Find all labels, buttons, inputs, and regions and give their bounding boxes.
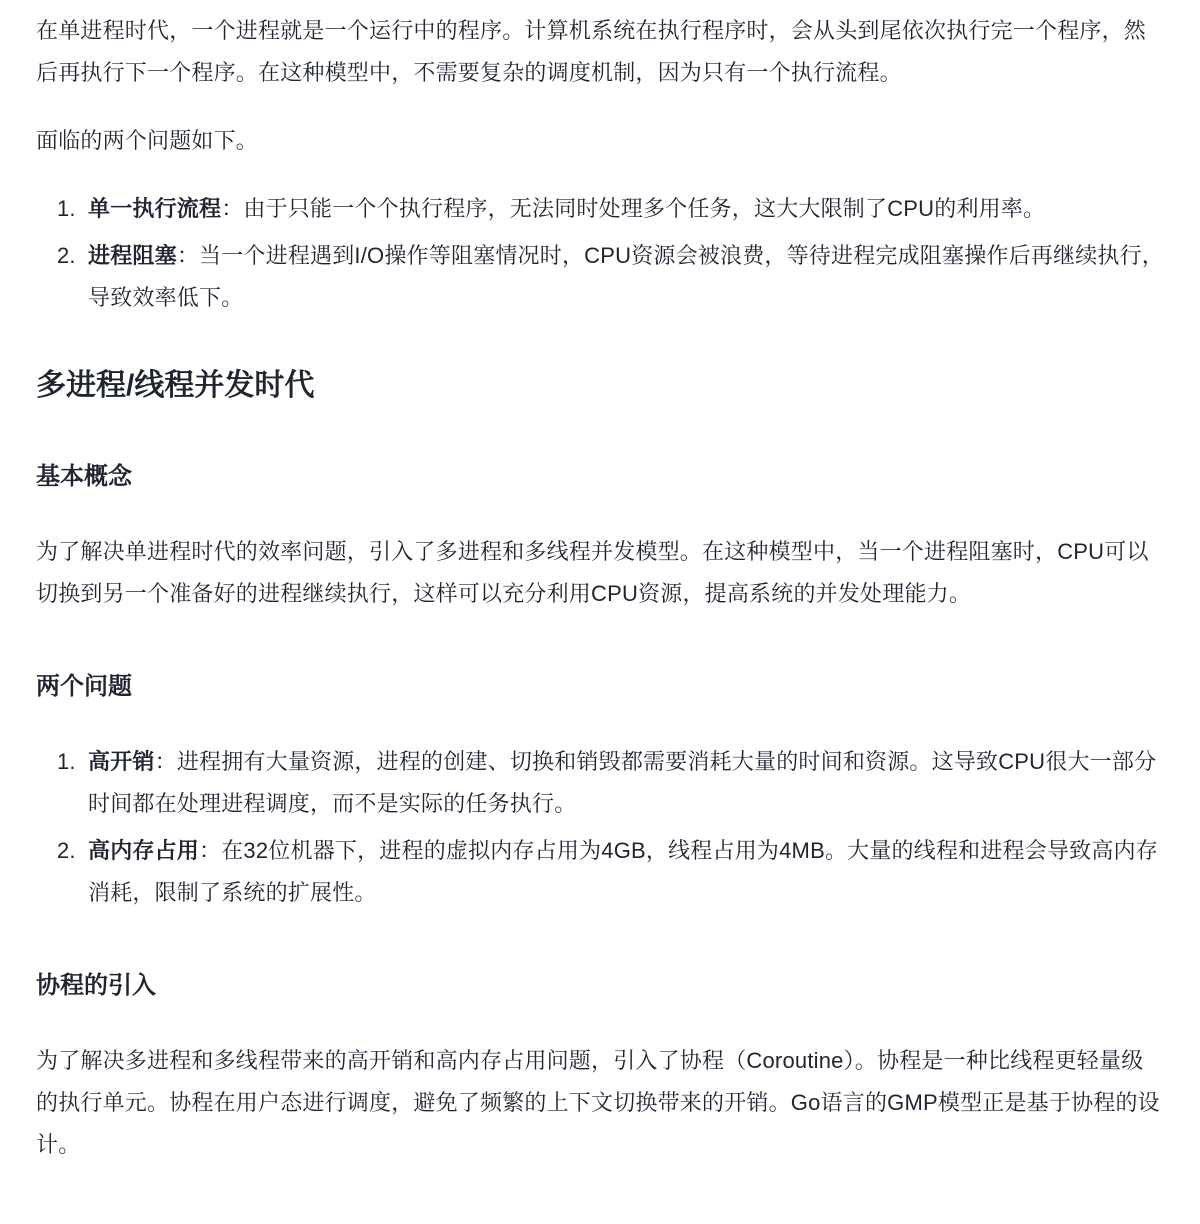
- list-item-term: 高内存占用: [88, 838, 200, 863]
- paragraph-two-problems-lead: 面临的两个问题如下。: [36, 128, 259, 153]
- heading-multiprocess-era: 多进程/线程并发时代: [36, 369, 315, 402]
- list-item-colon: ：: [221, 196, 244, 221]
- list-item-term: 单一执行流程: [88, 196, 222, 221]
- paragraph-coroutine: 为了解决多进程和多线程带来的高开销和高内存占用问题，引入了协程（Coroutine）。协程是一种比线程更轻量级的执行单元。协程在用户态进行调度，避免了频繁的上下文切换带来的开销。Go语言的GMP模型正是基于协程的设计。: [36, 1048, 1160, 1157]
- list-single-process-problems: [36, 188, 1164, 319]
- heading-basic-concepts: 基本概念: [36, 463, 132, 490]
- list-item-colon: ：: [199, 838, 222, 863]
- list-item-desc: 由于只能一个个执行程序，无法同时处理多个任务，这大大限制了CPU的利用率。: [243, 196, 1046, 221]
- list-item-desc: 在32位机器下，进程的虚拟内存占用为4GB，线程占用为4MB。大量的线程和进程会导致高内存消耗，限制了系统的扩展性。: [88, 838, 1158, 905]
- list-item-term: 进程阻塞: [88, 243, 177, 268]
- list-item-desc: 进程拥有大量资源，进程的创建、切换和销毁都需要消耗大量的时间和资源。这导致CPU很大一部分时间都在处理进程调度，而不是实际的任务执行。: [88, 749, 1157, 816]
- list-item: [82, 235, 1164, 319]
- list-item-colon: ：: [154, 749, 177, 774]
- list-item: [82, 188, 1164, 230]
- paragraph-single-process-intro: 在单进程时代，一个进程就是一个运行中的程序。计算机系统在执行程序时，会从头到尾依次执行完一个程序，然后再执行下一个程序。在这种模型中，不需要复杂的调度机制，因为只有一个执行流程。: [36, 18, 1147, 85]
- paragraph-multiprocess-model: 为了解决单进程时代的效率问题，引入了多进程和多线程并发模型。在这种模型中，当一个进程阻塞时，CPU可以切换到另一个准备好的进程继续执行，这样可以充分利用CPU资源，提高系统的并发处理能力。: [36, 539, 1149, 606]
- heading-two-problems: 两个问题: [36, 673, 132, 700]
- list-item-colon: ：: [176, 243, 200, 268]
- heading-coroutine-intro: 协程的引入: [36, 972, 156, 999]
- list-item: [82, 830, 1164, 914]
- list-item: [82, 741, 1164, 825]
- list-item-desc: 当一个进程遇到I/O操作等阻塞情况时，CPU资源会被浪费，等待进程完成阻塞操作后再继续执行，导致效率低下。: [88, 243, 1165, 310]
- list-multiprocess-problems: [36, 741, 1164, 914]
- list-item-term: 高开销: [88, 749, 155, 774]
